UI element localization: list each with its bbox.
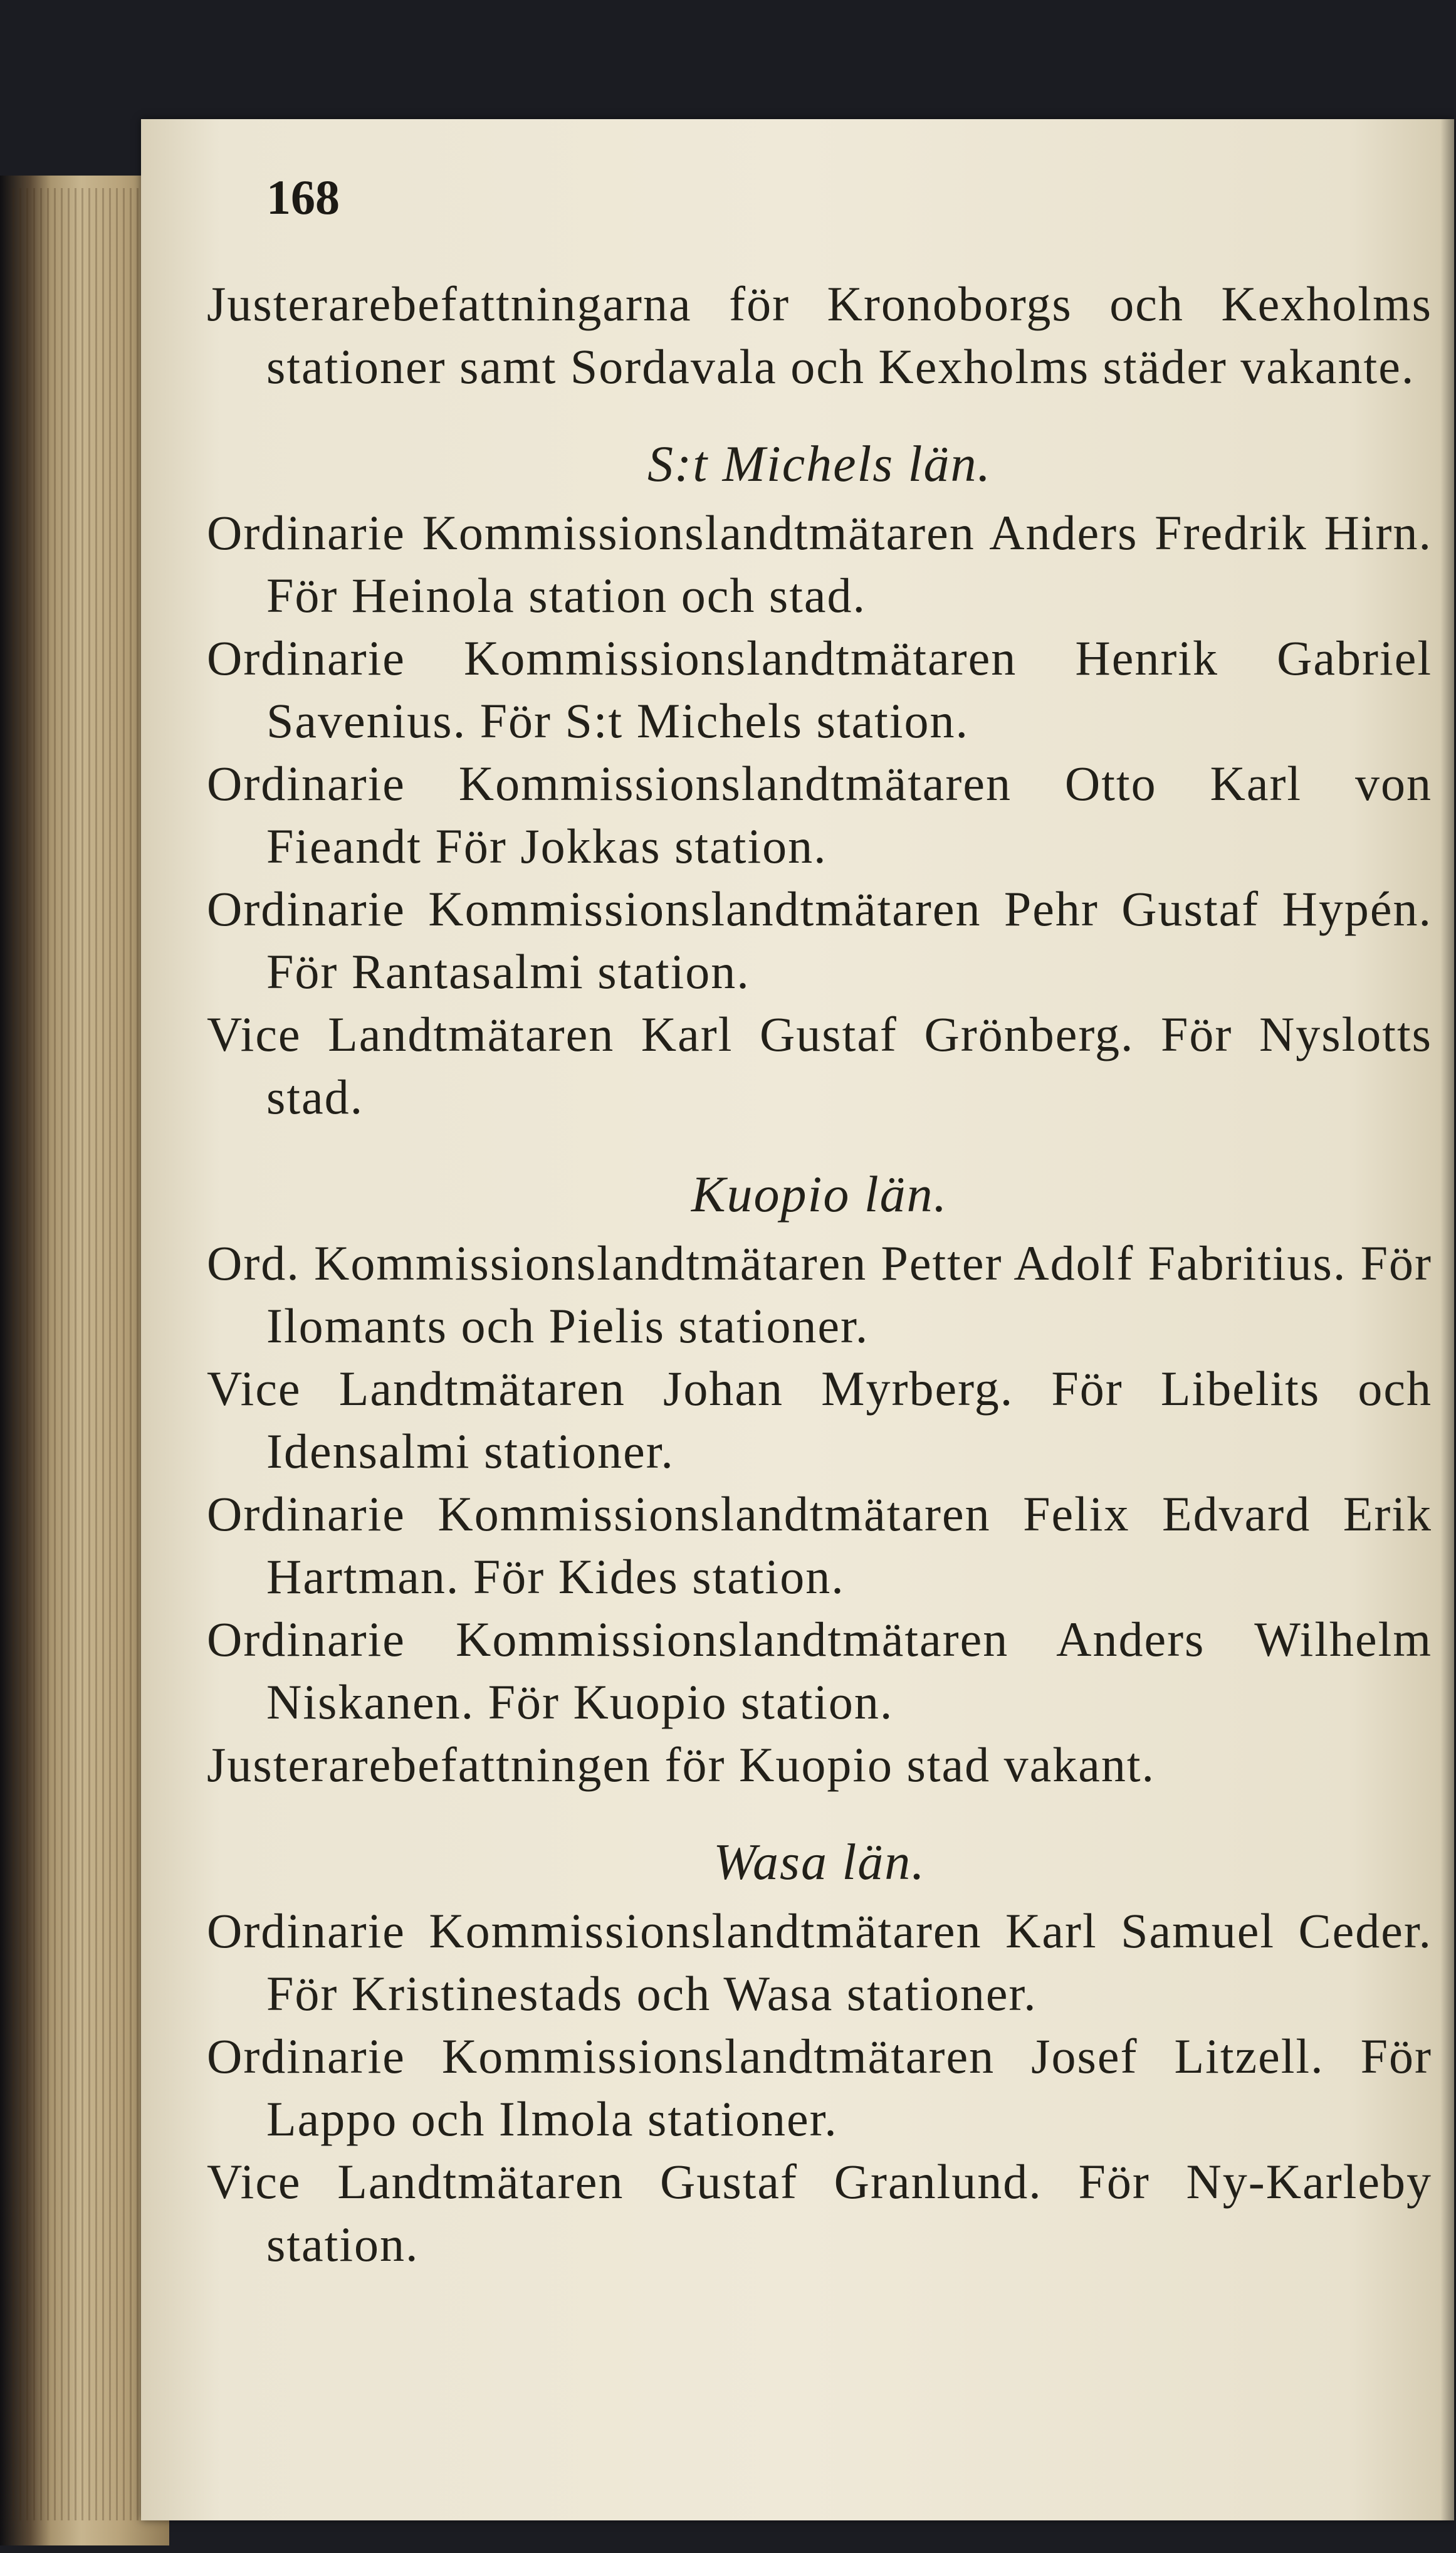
- book-page: [141, 119, 1454, 2520]
- page-text: [207, 273, 1432, 2276]
- entry-hartman: Ordinarie Kommissionslandtmätaren Felix Edvard Erik Hartman. För Kides station.: [207, 1487, 1432, 1604]
- entry-hypen: Ordinarie Kommissionslandtmätaren Pehr Gustaf Hypén. För Rantasalmi station.: [207, 882, 1432, 999]
- paragraph-kronoborg-vacancies: Justerarebefattningarna för Kronoborgs och Kexholms stationer samt Sordavala och Kexholms städer vakante.: [207, 276, 1432, 394]
- heading-kuopio-lan: Kuopio län.: [691, 1166, 948, 1223]
- page-shadow: [1440, 119, 1454, 2520]
- entry-hirn: Ordinarie Kommissionslandtmätaren Anders Fredrik Hirn. För Heinola station och stad.: [207, 505, 1432, 623]
- book-page-edge-lines: [13, 188, 157, 2520]
- heading-wasa-lan: Wasa län.: [713, 1833, 926, 1890]
- page-number: 168: [266, 170, 340, 224]
- entry-savenius: Ordinarie Kommissionslandtmätaren Henrik Gabriel Savenius. För S:t Michels station.: [207, 631, 1432, 748]
- entry-gronberg: Vice Landtmätaren Karl Gustaf Grönberg. För Nyslotts stad.: [207, 1007, 1432, 1124]
- heading-st-michels-lan: S:t Michels län.: [647, 435, 992, 492]
- entry-niskanen: Ordinarie Kommissionslandtmätaren Anders Wilhelm Niskanen. För Kuopio station.: [207, 1612, 1432, 1729]
- entry-fieandt: Ordinarie Kommissionslandtmätaren Otto Karl von Fieandt För Jokkas station.: [207, 756, 1432, 873]
- entry-fabritius: Ord. Kommissionslandtmätaren Petter Adolf Fabritius. För Ilomants och Pielis stationer.: [207, 1236, 1432, 1353]
- entry-myrberg: Vice Landtmätaren Johan Myrberg. För Libelits och Idensalmi stationer.: [207, 1361, 1432, 1478]
- entry-kuopio-vacancy: Justerarebefattningen för Kuopio stad vakant.: [207, 1737, 1156, 1792]
- entry-ceder: Ordinarie Kommissionslandtmätaren Karl Samuel Ceder. För Kristinestads och Wasa stationer.: [207, 1903, 1432, 2021]
- entry-granlund: Vice Landtmätaren Gustaf Granlund. För Ny-Karleby station.: [207, 2154, 1432, 2271]
- entry-litzell: Ordinarie Kommissionslandtmätaren Josef Litzell. För Lappo och Ilmola stationer.: [207, 2029, 1432, 2146]
